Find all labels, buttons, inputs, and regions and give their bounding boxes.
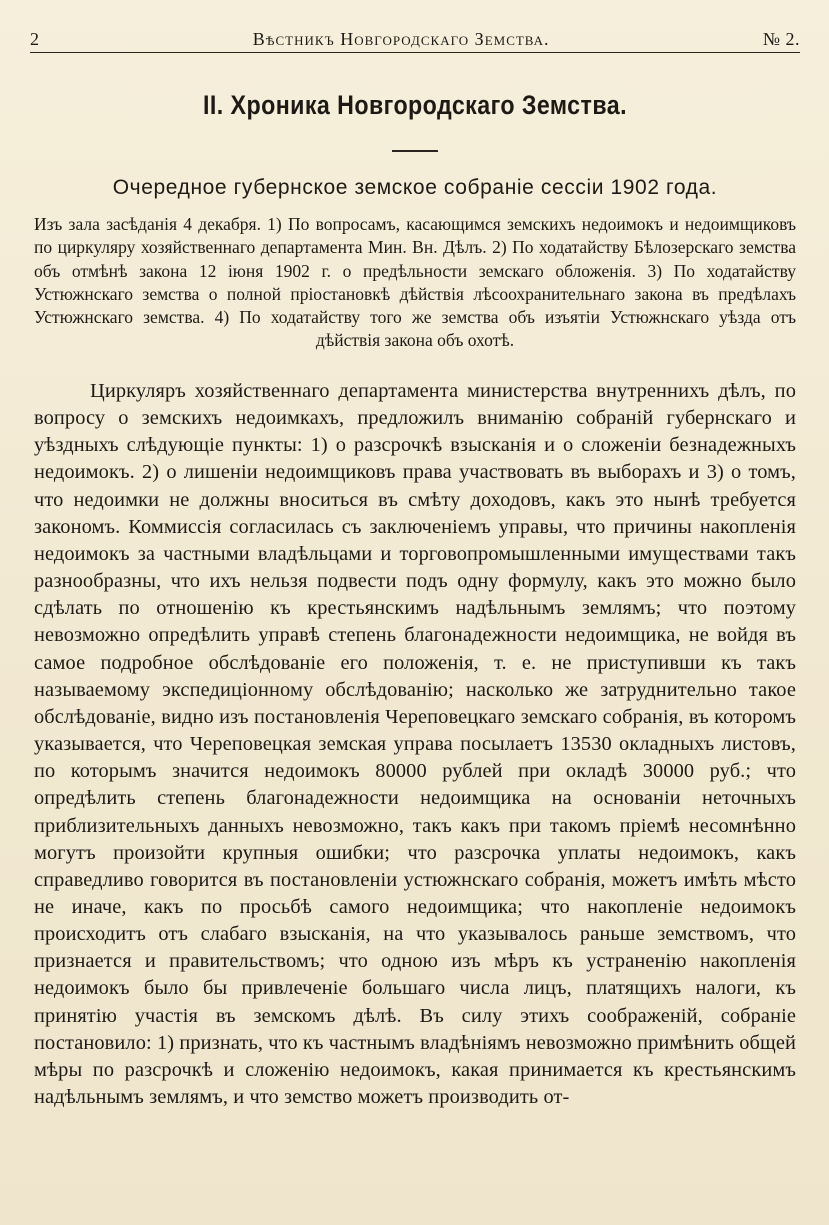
section-title: II. Хроника Новгородскаго Земства. (203, 90, 627, 120)
session-summary: Изъ зала засѣданія 4 декабря. 1) По вопросамъ, касающимся земскихъ недоимокъ и недоимщиковъ по циркуляру хозяйственнаго департамента Мин. Вн. Дѣлъ. 2) По ходатайству Бѣлозерскаго земства объ отмѣнѣ закона 12 іюня 1902 г. о предѣльности земскаго обложенія. 3) По ходатайству Устюжнскаго земства о полной пріостановкѣ дѣйствія лѣсоохранительнаго закона въ предѣлахъ Устюжнскаго земства. 4) По ходатайству того же земства объ изъятіи Устюжнскаго уѣзда отъ дѣйствія закона объ охотѣ. (34, 214, 796, 351)
running-header (30, 20, 800, 50)
title-divider (392, 150, 438, 152)
article-body: Циркуляръ хозяйственнаго департамента министерства внутреннихъ дѣлъ, по вопросу о земскихъ недоимкахъ, предложилъ вниманію собраній губернскаго и уѣздныхъ слѣдующіе пункты: 1) о разсрочкѣ взысканія и о сложеніи безнадежныхъ недоимокъ. 2) о лишеніи недоимщиковъ права участвовать въ выборахъ и 3) о томъ, что недоимки не должны вноситься въ смѣту доходовъ, какъ это нынѣ требуется закономъ. Коммиссія согласилась съ заключеніемъ управы, что причины накопленія недоимокъ за частными владѣльцами и торговопромышленными имуществами такъ разнообразны, что ихъ нельзя подвести подъ одну формулу, какъ это можно было сдѣлать по отношенію къ крестьянскимъ надѣльнымъ землямъ; что поэтому невозможно опредѣлить управѣ степень благонадежности недоимщика, не войдя въ самое подробное обслѣдованіе его положенія, т. е. не приступивши къ такъ называемому экспедиціонному обслѣдованію; насколько же затруднительно такое обслѣдованіе, видно изъ постановленія Череповецкаго земскаго собранія, въ которомъ указывается, что Череповецкая земская управа посылаетъ 13530 окладныхъ листовъ, по которымъ значится недоимокъ 80000 рублей при окладѣ 30000 руб.; что опредѣлить степень благонадежности недоимщика на основаніи неточныхъ приблизительныхъ данныхъ невозможно, такъ какъ при такомъ пріемѣ несомнѣнно могутъ произойти крупныя ошибки; что разсрочка уплаты недоимокъ, какъ справедливо говорится въ постановленіи устюжнскаго собранія, можетъ имѣть мѣсто не иначе, какъ по просьбѣ самого недоимщика; что накопленіе недоимокъ происходитъ отъ слабаго взысканія, на что указывалось раньше земствомъ, что признается и правительствомъ; что одною изъ мѣръ къ устраненію накопленія недоимокъ было бы привлеченіе большаго числа лицъ, платящихъ налоги, къ принятію участія въ земскомъ дѣлѣ. Въ силу этихъ соображеній, собраніе постановило: 1) признать, что къ частнымъ владѣніямъ невозможно примѣнить общей мѣры по разсрочкѣ и сложенію недоимокъ, какая принимается къ крестьянскимъ надѣльнымъ землямъ, и что земство можетъ производить от- (34, 380, 796, 1109)
issue-number: № 2. (762, 29, 800, 49)
header-divider (30, 52, 800, 53)
journal-title: Вѣстникъ Новгородскаго Земства. (252, 29, 550, 49)
section-subtitle: Очередное губернское земское собраніе сессіи 1902 года. (112, 176, 718, 199)
page-number: 2 (30, 29, 40, 49)
